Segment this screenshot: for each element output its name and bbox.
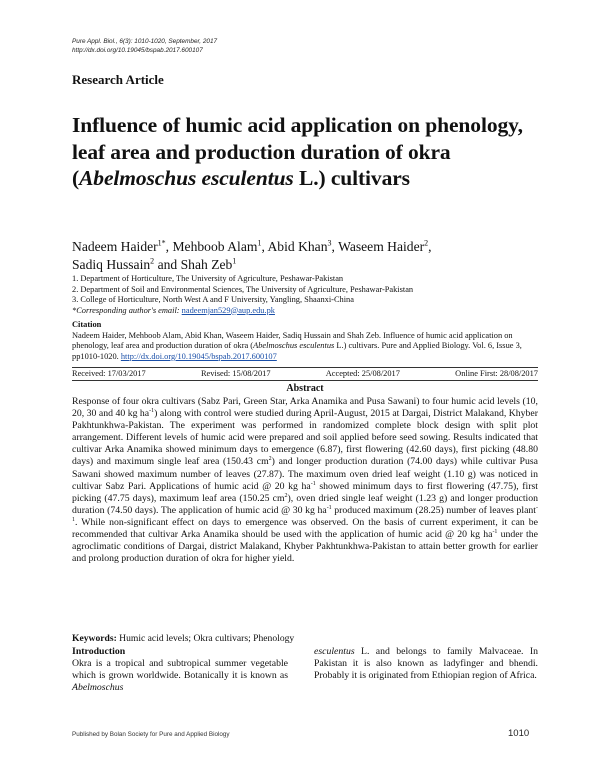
intro-species: esculentus (314, 646, 355, 657)
keywords-label: Keywords: (72, 633, 117, 644)
author-affil-mark: 2 (424, 238, 429, 248)
journal-citation-line: Pure Appl. Biol., 6(3): 1010-1020, September, 2017 (72, 38, 218, 45)
abstract-text: showed minimum days to first flowering (47.75), first picking (47.75 days), maximum leaf area (150.25 cm (72, 480, 538, 504)
abstract-text: ) and longer production duration (74.00 days) while cultivar Pusa Sawani showed maximum number of leaves (27.87). The maximum oven dried leaf weight (1.10 g) was noticed in cultivar Sabz Pari. Applications of humic acid @ 20 kg ha (72, 456, 538, 492)
abstract-sup: 2 (284, 492, 288, 499)
abstract-body (72, 396, 538, 565)
abstract-text: . While non-significant effect on days to emergence was observed. On the basis of current experiment, it can be recommended that cultivar Arka Anamika should be used with the application of humic acid @ 20 kg ha (72, 516, 538, 541)
intro-text: Okra is a tropical and subtropical summer vegetable which is grown worldwide. Botanically it is known as (72, 658, 288, 682)
abstract-text: ) along with control were studied during April-August, 2015 at Dargai, District Malakand, Khyber Pakhtunkhwa-Pakistan. The experiment was performed in randomized complete block design with split plot arrangement. Different levels of humic acid were prepared and soil applied before seed sowing. Results indicated that cultivar Arka Anamika showed minimum days to emergence (6.87), first flowering (42.60 days), first picking (48.80 days) and maximum single leaf area (150.43 cm (72, 408, 538, 468)
date-accepted: Accepted: 25/08/2017 (325, 369, 400, 378)
author-separator: , (428, 239, 432, 254)
paper-title (72, 112, 542, 192)
journal-header (72, 37, 217, 55)
author-name: Mehboob Alam (172, 239, 258, 254)
keywords-text: Humic acid levels; Okra cultivars; Phenology (116, 633, 295, 644)
abstract-sup: -1 (72, 504, 538, 523)
citation-heading: Citation (72, 320, 102, 329)
author-affil-mark: 1* (157, 238, 166, 248)
corresponding-author (72, 306, 542, 317)
citation-text-part1: Nadeem Haider, Mehboob Alam, Abid Khan, Waseem Haider, Sadiq Hussain and Shah Zeb. Influence of humic acid application on phenology, leaf area and production duration of okra ( (72, 330, 513, 351)
date-revised: Revised: 15/08/2017 (200, 369, 271, 378)
dates-row (72, 369, 538, 379)
page-number: 1010 (508, 728, 530, 739)
author-name: Nadeem Haider (72, 239, 158, 254)
intro-text: L. and belongs to family Malvaceae. In Pakistan it is also known as ladyfinger and bhendi. Probably it is originated from Ethiopian region of Africa. (314, 646, 538, 682)
author-separator: , (331, 239, 339, 254)
abstract-sup: -1 (149, 407, 155, 414)
abstract-text: ), oven dried single leaf weight (1.23 g) and longer production duration (74.50 days). The application of humic acid @ 30 kg ha (72, 492, 538, 516)
corresponding-email-link[interactable]: nadeemjan529@aup.edu.pk (181, 305, 275, 315)
author-separator: , (261, 239, 268, 254)
introduction-column-2 (314, 646, 538, 683)
citation-block (72, 320, 542, 362)
author-affil-mark: 1 (232, 256, 237, 266)
abstract-text: under the agroclimatic conditions of Dargai, district Malakand, Khyber Pakhtunkhwa-Pakistan to attain better growth for earlier and prolong production duration of okra for higher yield. (72, 529, 538, 565)
affiliation-2: 2. Department of Soil and Environmental Sciences, The University of Agriculture, Peshawar-Pakistan (72, 284, 414, 294)
author-separator: and (154, 257, 181, 272)
abstract-sup: -1 (492, 528, 498, 535)
author-affil-mark: 1 (257, 238, 262, 248)
corresponding-label: *Corresponding author's email: (72, 305, 182, 315)
keywords (72, 633, 538, 645)
citation-text (72, 331, 542, 363)
abstract-sup: -1 (310, 480, 316, 487)
author-name: Waseem Haider (338, 239, 425, 254)
journal-doi-line: http://dx.doi.org/10.19045/bspab.2017.600107 (72, 47, 203, 54)
abstract-text: produced maximum (28.25) number of leaves plant (331, 504, 536, 516)
citation-doi-link[interactable]: http://dx.doi.org/10.19045/bspab.2017.600107 (120, 351, 277, 361)
author-separator: , (165, 239, 173, 254)
title-part2: L.) cultivars (293, 166, 410, 190)
affiliation-3: 3. College of Horticulture, North West A and F University, Yangling, Shaanxi-China (72, 295, 354, 304)
affiliation-1: 1. Department of Horticulture, The University of Agriculture, Peshawar-Pakistan (72, 274, 344, 283)
abstract-heading: Abstract (286, 383, 324, 394)
citation-species: Abelmoschus esculentus (253, 341, 335, 351)
footer-publisher: Published by Bolan Society for Pure and Applied Biology (72, 731, 230, 738)
author-affil-mark: 3 (327, 238, 332, 248)
citation-text-part2: L.) cultivars. Pure and Applied Biology. Vol. 6, Issue 3, pp1010-1020. (72, 341, 522, 361)
introduction-column-1 (72, 658, 288, 695)
abstract-sup: 2 (268, 456, 272, 463)
date-received: Received: 17/03/2017 (72, 369, 146, 378)
author-affil-mark: 2 (150, 256, 155, 266)
author-name: Shah Zeb (180, 257, 233, 272)
title-part1: Influence of humic acid application on phenology, leaf area and production duration of okra ( (72, 113, 523, 190)
dates-bottom-rule (72, 380, 538, 381)
author-name: Sadiq Hussain (72, 257, 151, 272)
dates-top-rule (72, 367, 538, 368)
intro-genus: Abelmoschus (72, 682, 124, 694)
author-name: Abid Khan (267, 239, 328, 254)
abstract-sup: -1 (326, 504, 332, 511)
affiliations (72, 274, 542, 316)
date-online: Online First: 28/08/2017 (455, 369, 538, 378)
abstract-text: Response of four okra cultivars (Sabz Pari, Green Star, Arka Anamika and Pusa Sawani) to four humic acid levels (10, 20, 30 and 40 kg ha (72, 396, 538, 420)
title-species: Abelmoschus esculentus (79, 166, 294, 190)
introduction-heading: Introduction (72, 646, 126, 657)
article-type: Research Article (72, 72, 164, 87)
author-list (72, 238, 542, 274)
